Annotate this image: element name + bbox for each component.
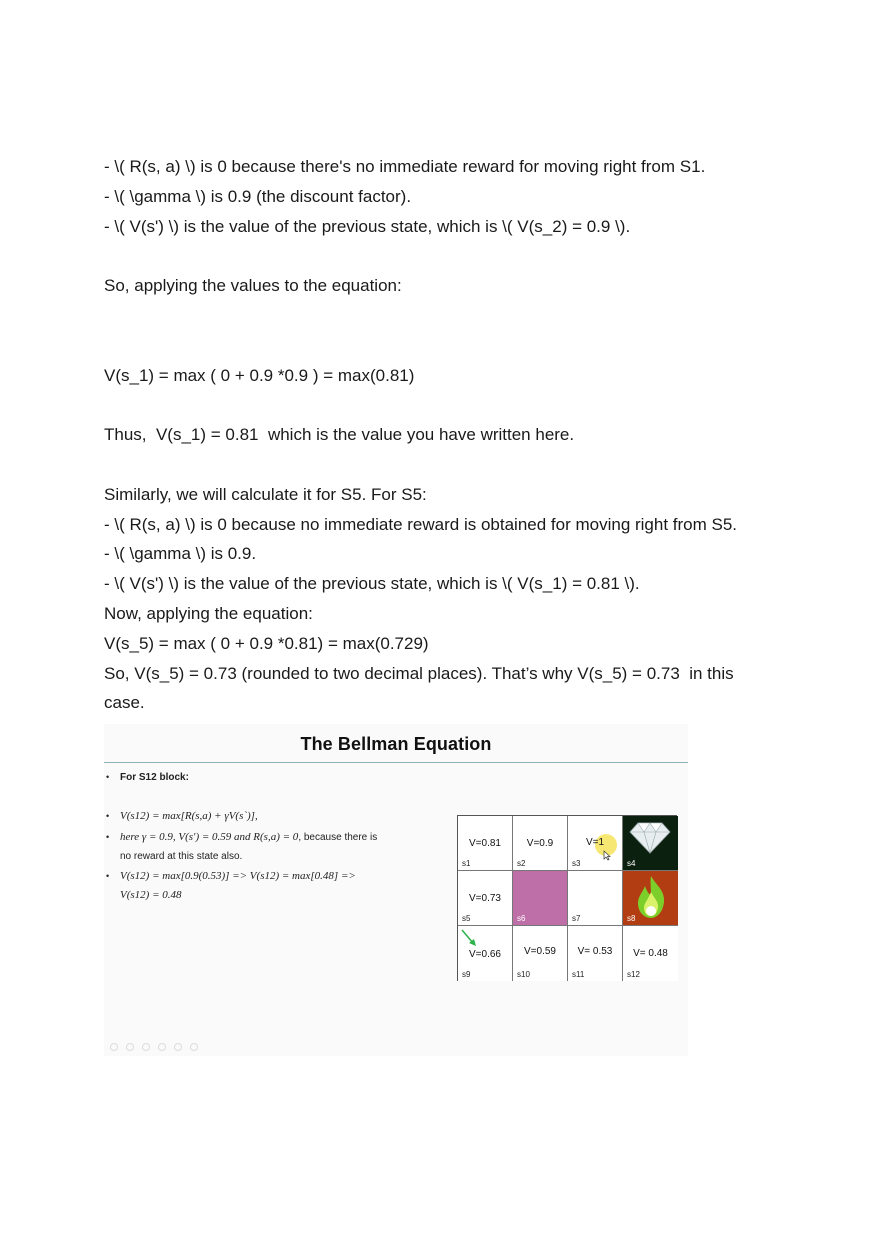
slide-divider (104, 762, 688, 763)
grid-cell-s7: s7 (568, 871, 623, 926)
line-now-applying: Now, applying the equation: (104, 603, 313, 623)
slide-title: The Bellman Equation (300, 734, 492, 754)
line-vs1-result: Thus, V(s_1) = 0.81 which is the value you have written here. (104, 425, 575, 445)
bullet-bellman-formula: • V(s12) = max[R(s,a) + γV(s`)], (106, 810, 258, 822)
line-prev-state-s2: - \( V(s') \) is the value of the previous state, which is \( V(s_2) = 0.9 \). (104, 216, 631, 236)
grid-cell-s12: V= 0.48 s12 (623, 926, 678, 981)
document-body (104, 152, 804, 718)
grid-cell-s11: V= 0.53 s11 (568, 926, 623, 981)
line-reward-s1: - \( R(s, a) \) is 0 because there's no immediate reward for moving right from S1. (104, 157, 706, 176)
grid-world (457, 815, 677, 981)
faded-slide-controls (108, 1042, 208, 1054)
bullet-s12-block: • For S12 block: (106, 772, 189, 783)
slide-controls-icon (108, 1042, 208, 1052)
grid-cell-s5: V=0.73 s5 (458, 871, 513, 926)
line-vs1-equation: V(s_1) = max ( 0 + 0.9 *0.9 ) = max(0.81) (104, 365, 415, 385)
line-prev-state-s1: - \( V(s') \) is the value of the previous state, which is \( V(s_1) = 0.81 \). (104, 574, 640, 594)
line-reward-s5: - \( R(s, a) \) is 0 because no immediate reward is obtained for moving right from S5. (104, 514, 738, 534)
grid-cell-s1: V=0.81 s1 (458, 816, 513, 871)
arrow-icon (460, 928, 478, 948)
bullet-s12-calculation: • V(s12) = max[0.9(0.53)] => V(s12) = max[0.48] => V(s12) = 0.48 (106, 870, 356, 901)
line-gamma: - \( \gamma \) is 0.9 (the discount factor). (104, 186, 412, 206)
line-case: case. (104, 693, 145, 713)
bullet-parameters: • here γ = 0.9, V(s′) = 0.59 and R(s,a) = 0, because there is no reward at this state also. (106, 831, 378, 862)
bellman-slide-image (104, 724, 688, 1056)
fire-icon (633, 874, 669, 920)
grid-cell-s3: V=1 s3 (568, 816, 623, 871)
mouse-pointer-icon (603, 850, 611, 861)
diamond-icon (629, 820, 671, 854)
line-vs5-equation: V(s_5) = max ( 0 + 0.9 *0.81) = max(0.729) (104, 633, 429, 653)
line-gamma-2: - \( \gamma \) is 0.9. (104, 544, 257, 564)
grid-cell-s2: V=0.9 s2 (513, 816, 568, 871)
line-vs5-result: So, V(s_5) = 0.73 (rounded to two decimal places). That’s why V(s_5) = 0.73 in this (104, 663, 734, 683)
line-applying: So, applying the values to the equation: (104, 276, 402, 296)
grid-cell-s9: V=0.66 s9 (458, 926, 513, 981)
grid-cell-s4: s4 (623, 816, 678, 871)
grid-cell-s8: s8 (623, 871, 678, 926)
grid-cell-s6-wall: s6 (513, 871, 568, 926)
line-similarly-s5: Similarly, we will calculate it for S5. For S5: (104, 484, 427, 504)
grid-cell-s10: V=0.59 s10 (513, 926, 568, 981)
